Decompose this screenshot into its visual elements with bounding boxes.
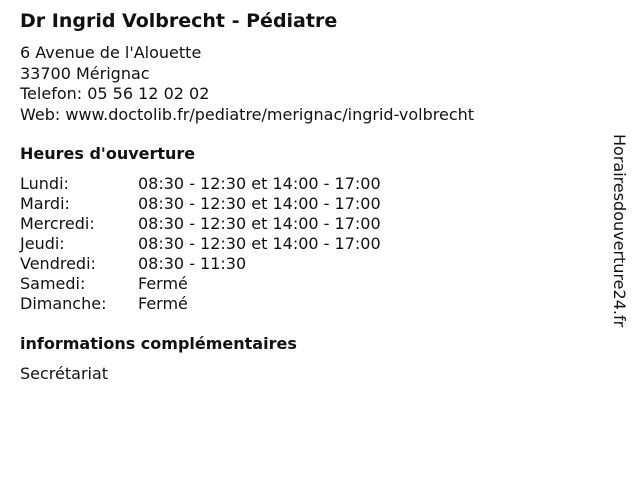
hours-table [20, 174, 381, 314]
hours-value: 08:30 - 12:30 et 14:00 - 17:00 [138, 214, 381, 233]
hours-row [20, 294, 381, 314]
hours-row [20, 194, 381, 214]
hours-row [20, 274, 381, 294]
hours-row [20, 174, 381, 194]
street-address: 6 Avenue de l'Alouette [20, 43, 202, 62]
hours-row [20, 254, 381, 274]
hours-value: Fermé [138, 274, 188, 293]
day-label: Vendredi: [20, 254, 96, 273]
address-block [20, 43, 474, 125]
day-label: Lundi: [20, 174, 69, 193]
phone-number: Telefon: 05 56 12 02 02 [20, 84, 210, 103]
day-label: Mercredi: [20, 214, 95, 233]
website: Web: www.doctolib.fr/pediatre/merignac/ingrid-volbrecht [20, 104, 475, 124]
page-title: Dr Ingrid Volbrecht - Pédiatre [20, 10, 338, 32]
site-watermark: Horairesdouverture24.fr [610, 134, 629, 328]
hours-row [20, 234, 381, 254]
hours-value: 08:30 - 12:30 et 14:00 - 17:00 [138, 174, 381, 193]
extra-info-heading: informations complémentaires [20, 334, 297, 353]
hours-value: 08:30 - 12:30 et 14:00 - 17:00 [138, 234, 381, 253]
hours-row [20, 214, 381, 234]
hours-value: Fermé [138, 294, 188, 313]
day-label: Jeudi: [20, 234, 65, 253]
hours-value: 08:30 - 11:30 [138, 254, 247, 273]
hours-value: 08:30 - 12:30 et 14:00 - 17:00 [138, 194, 381, 213]
day-label: Mardi: [20, 194, 70, 213]
day-label: Dimanche: [20, 294, 107, 313]
hours-heading: Heures d'ouverture [20, 144, 196, 163]
city-address: 33700 Mérignac [20, 63, 150, 83]
day-label: Samedi: [20, 274, 86, 293]
extra-info-text: Secrétariat [20, 364, 109, 383]
